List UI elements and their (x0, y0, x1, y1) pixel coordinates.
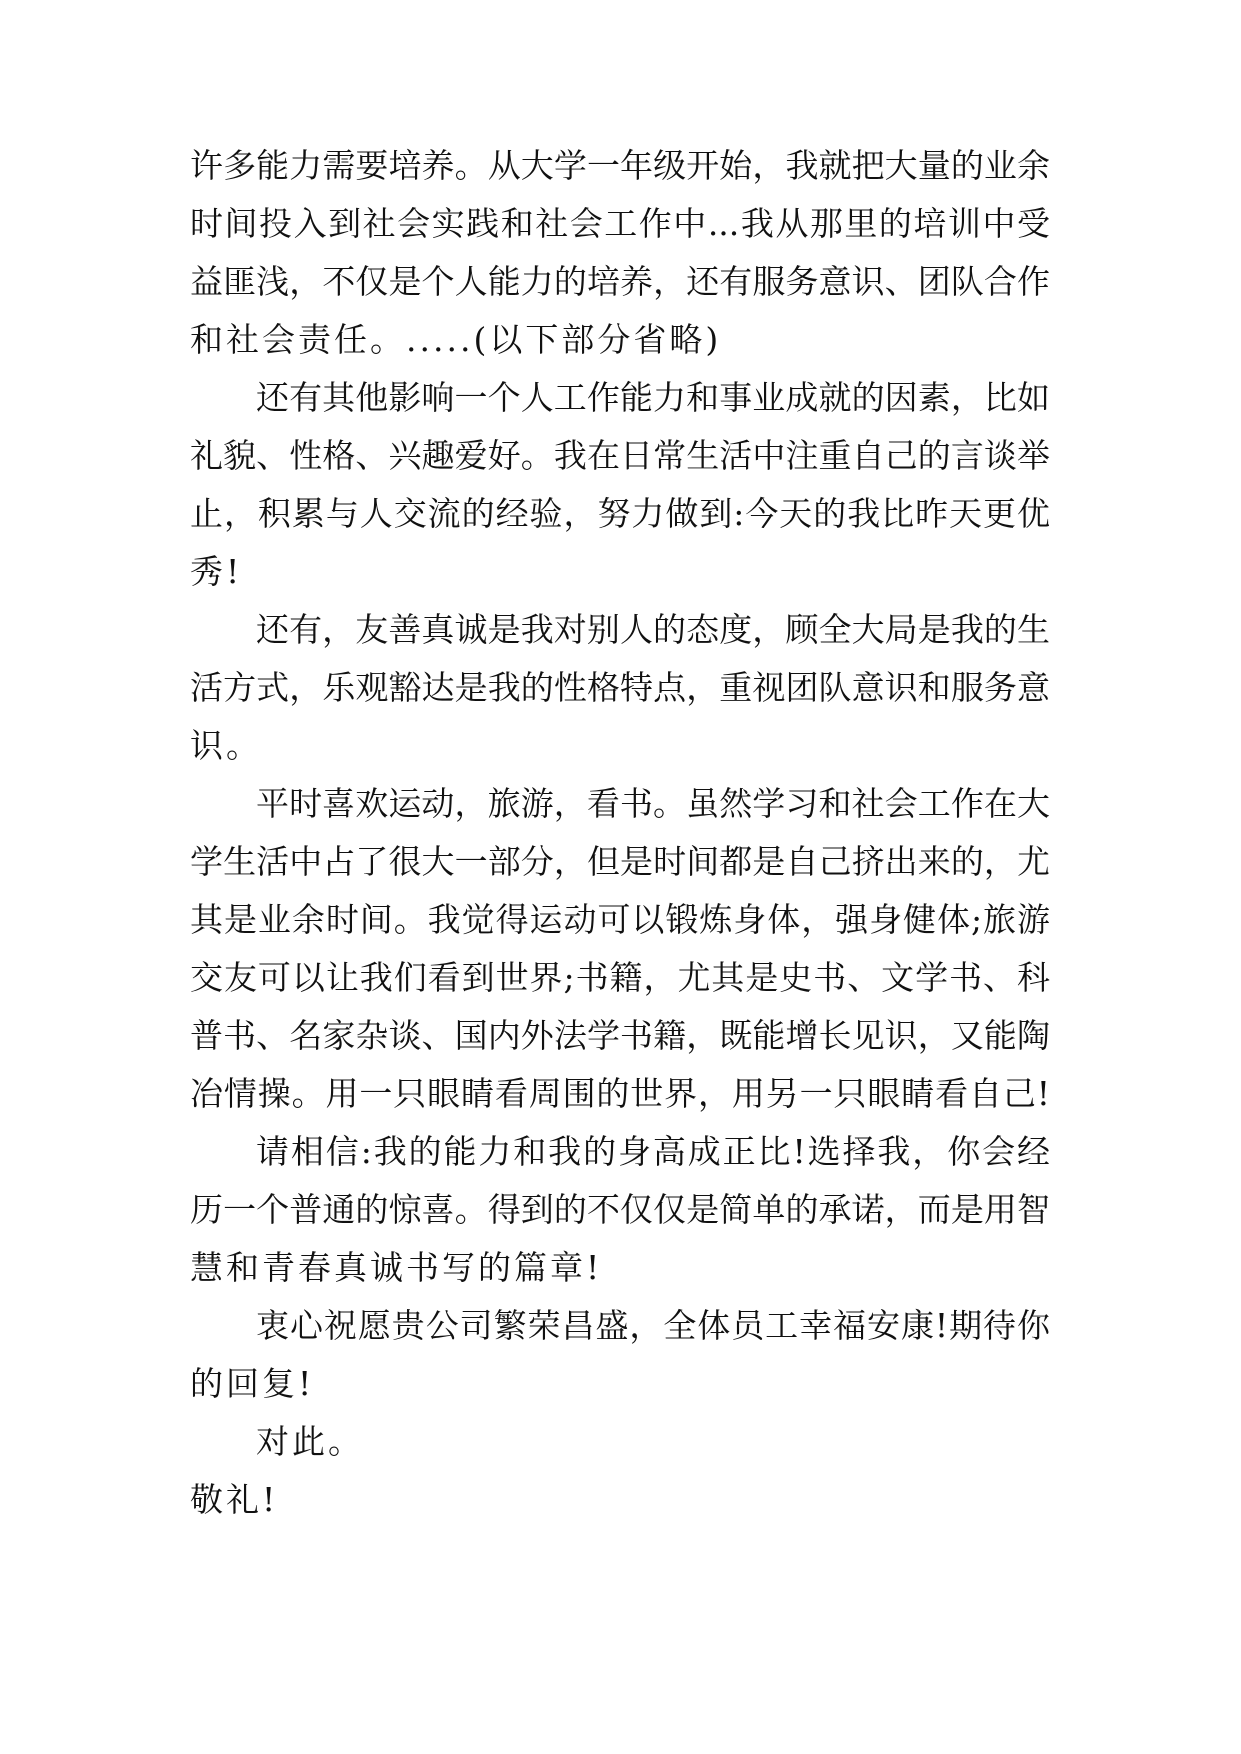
paragraph-first-line: 平时喜欢运动，旅游，看书。虽然学习和社会工作在大 (256, 784, 1050, 823)
paragraph-first-line: 还有，友善真诚是我对别人的态度，顾全大局是我的生 (256, 610, 1050, 649)
text-line: 和社会责任。.....(以下部分省略) (190, 320, 722, 359)
closing-phrase: 对此。 (256, 1422, 364, 1461)
text-line: 活方式，乐观豁达是我的性格特点，重视团队意识和服务意 (190, 668, 1050, 707)
text-line: 识。 (190, 726, 262, 765)
text-line: 益匪浅，不仅是个人能力的培养，还有服务意识、团队合作 (190, 262, 1050, 301)
paragraph-first-line: 请相信:我的能力和我的身高成正比!选择我，你会经 (256, 1132, 1050, 1171)
text-line: 止，积累与人交流的经验，努力做到:今天的我比昨天更优 (190, 494, 1050, 533)
text-line: 其是业余时间。我觉得运动可以锻炼身体，强身健体;旅游 (190, 900, 1050, 939)
text-line: 的回复! (190, 1364, 315, 1403)
paragraph-first-line: 衷心祝愿贵公司繁荣昌盛，全体员工幸福安康!期待你 (256, 1306, 1050, 1345)
text-line: 礼貌、性格、兴趣爱好。我在日常生活中注重自己的言谈举 (190, 436, 1050, 475)
text-line: 历一个普通的惊喜。得到的不仅仅是简单的承诺，而是用智 (190, 1190, 1050, 1229)
text-line: 许多能力需要培养。从大学一年级开始，我就把大量的业余 (190, 146, 1050, 185)
text-line: 交友可以让我们看到世界;书籍，尤其是史书、文学书、科 (190, 958, 1050, 997)
text-line: 学生活中占了很大一部分，但是时间都是自己挤出来的，尤 (190, 842, 1050, 881)
text-line: 慧和青春真诚书写的篇章! (190, 1248, 603, 1287)
text-line: 时间投入到社会实践和社会工作中...我从那里的培训中受 (190, 204, 1050, 243)
text-line: 普书、名家杂谈、国内外法学书籍，既能增长见识，又能陶 (190, 1016, 1050, 1055)
text-line: 冶情操。用一只眼睛看周围的世界，用另一只眼睛看自己! (190, 1074, 1050, 1113)
paragraph-first-line: 还有其他影响一个人工作能力和事业成就的因素，比如 (256, 378, 1050, 417)
salutation: 敬礼! (190, 1480, 279, 1519)
text-line: 秀! (190, 552, 243, 591)
